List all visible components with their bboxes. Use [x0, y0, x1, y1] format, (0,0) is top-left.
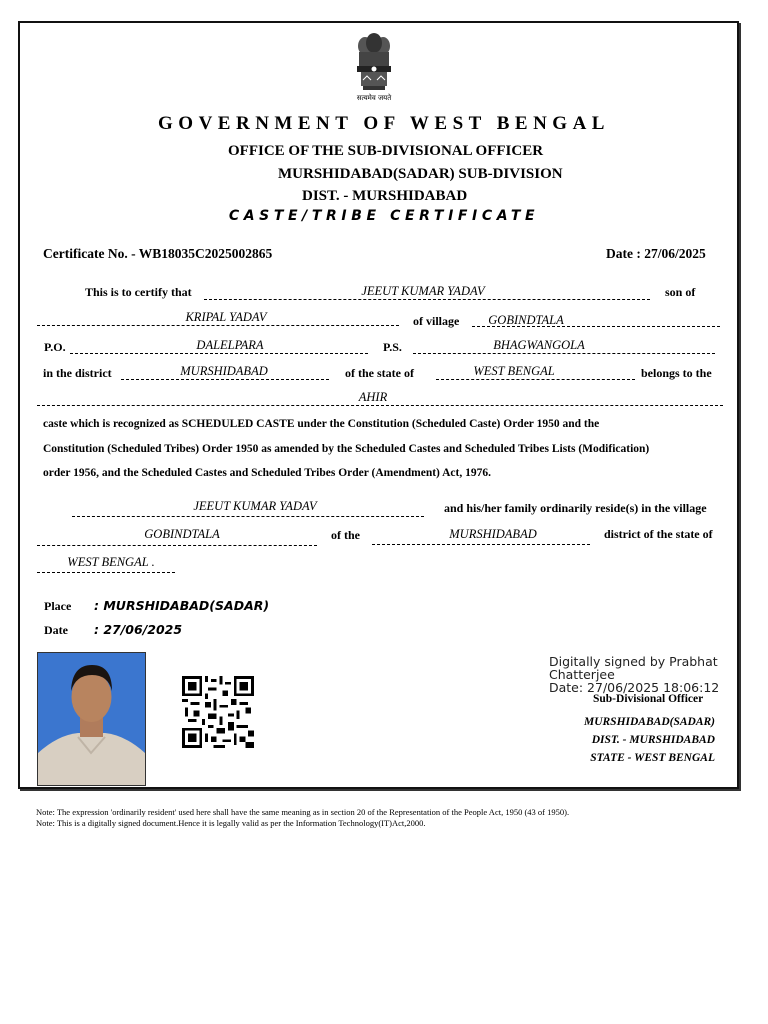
place-value: : MURSHIDABAD(SADAR) — [94, 598, 270, 613]
paragraph-line-3: order 1956, and the Scheduled Castes and Scheduled Tribes Order (Amendment) Act, 1976. — [43, 467, 491, 479]
name-line — [204, 299, 650, 300]
ps-value: BHAGWANGOLA — [493, 338, 585, 352]
signature-line-3: Date: 27/06/2025 18:06:12 — [549, 680, 720, 695]
signature-line-1: Digitally signed by Prabhat — [549, 654, 718, 669]
ps-label: P.S. — [383, 340, 402, 354]
signature-line-2: Chatterjee — [549, 667, 615, 682]
name2-line — [72, 516, 424, 517]
signing-office-2: DIST. - MURSHIDABAD — [591, 734, 715, 746]
subdivision-title: MURSHIDABAD(SADAR) SUB-DIVISION — [278, 166, 563, 182]
village-name-2: GOBINDTALA — [144, 527, 220, 541]
state-line — [436, 379, 635, 380]
district-value: MURSHIDABAD — [180, 364, 268, 378]
note-1: Note: The expression 'ordinarily resident' used here shall have the same meaning as in section 20 of the Representation of the People Act, 1950 (43 of 1950). — [36, 807, 570, 817]
place-label: Place — [44, 599, 72, 613]
po-label: P.O. — [44, 340, 66, 354]
po-value: DALELPARA — [196, 338, 264, 352]
date-label: Date — [44, 623, 68, 637]
state-value-2: WEST BENGAL . — [67, 555, 155, 569]
district-value-2: MURSHIDABAD — [449, 527, 537, 541]
district-title: DIST. - MURSHIDABAD — [302, 188, 468, 204]
po-line — [70, 353, 368, 354]
state-label: of the state of — [345, 366, 414, 380]
digital-signature — [549, 655, 719, 694]
district2-line — [372, 544, 590, 545]
reside-label: and his/her family ordinarily reside(s) in the village — [444, 501, 707, 515]
qr-code-icon — [180, 676, 256, 748]
state2-line — [37, 572, 175, 573]
signing-office-3: STATE - WEST BENGAL — [590, 752, 715, 764]
paragraph-line-1: caste which is recognized as SCHEDULED CASTE under the Constitution (Scheduled Caste) Order 1950 and the — [43, 418, 600, 430]
government-title: GOVERNMENT OF WEST BENGAL — [158, 113, 610, 134]
father-name: KRIPAL YADAV — [185, 310, 267, 324]
applicant-photo — [37, 652, 146, 786]
father-line — [37, 325, 399, 326]
holder-name: JEEUT KUMAR YADAV — [361, 284, 485, 298]
district-line — [121, 379, 329, 380]
son-of-label: son of — [665, 285, 696, 299]
belongs-label: belongs to the — [641, 366, 712, 380]
ps-line — [413, 353, 715, 354]
caste-value: AHIR — [358, 390, 388, 404]
village-label: of village — [413, 314, 460, 328]
date-value: : 27/06/2025 — [94, 622, 183, 637]
certify-label: This is to certify that — [85, 285, 192, 299]
office-title: OFFICE OF THE SUB-DIVISIONAL OFFICER — [228, 143, 544, 159]
district-label: in the district — [43, 366, 112, 380]
caste-line — [37, 405, 723, 406]
certificate-date: Date : 27/06/2025 — [606, 246, 706, 261]
village-name: GOBINDTALA — [488, 313, 564, 327]
certificate-number: Certificate No. - WB18035C2025002865 — [43, 246, 273, 261]
holder-name-2: JEEUT KUMAR YADAV — [193, 499, 317, 513]
note-2: Note: This is a digitally signed document.Hence it is legally valid as per the Information Technology(IT)Act,2000. — [36, 818, 426, 828]
paragraph-line-2: Constitution (Scheduled Tribes) Order 1950 as amended by the Scheduled Castes and Scheduled Tribes Lists (Modification) — [43, 443, 650, 455]
emblem-caption: सत्यमेव जयते — [356, 94, 392, 102]
state-value: WEST BENGAL — [473, 364, 555, 378]
designation: Sub-Divisional Officer — [593, 693, 704, 705]
signing-office-1: MURSHIDABAD(SADAR) — [583, 716, 715, 728]
district-state-label: district of the state of — [604, 527, 713, 541]
of-the-label: of the — [331, 528, 360, 542]
village2-line — [37, 545, 317, 546]
certificate-title: CASTE/TRIBE CERTIFICATE — [228, 208, 540, 224]
